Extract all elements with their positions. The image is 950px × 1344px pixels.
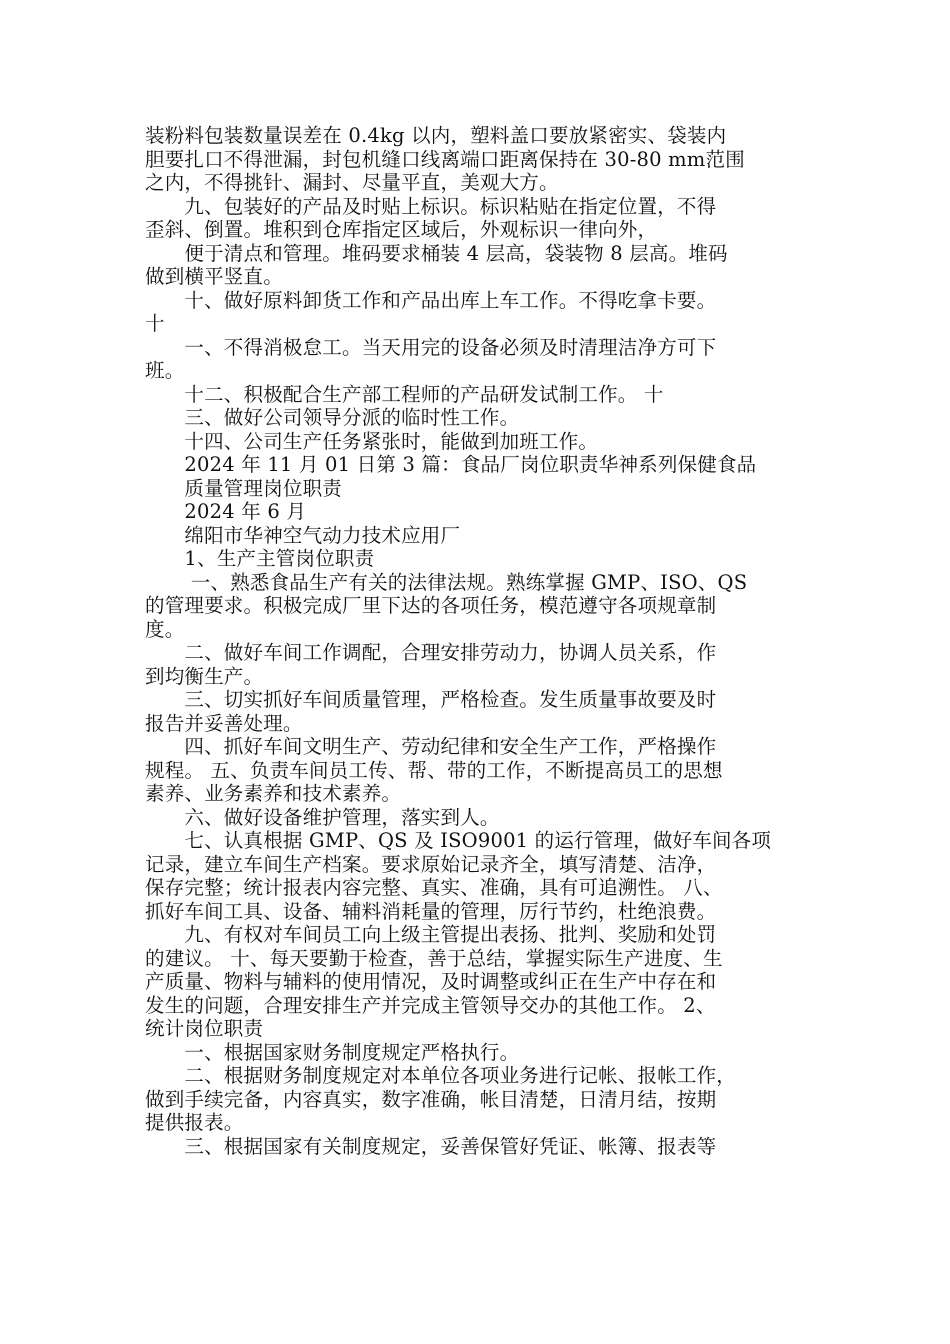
text-line: 九、有权对车间员工向上级主管提出表扬、批判、奖励和处罚 [145, 923, 717, 946]
text-line: 素养、业务素养和技术素养。 [145, 782, 402, 805]
document-body [145, 124, 810, 1158]
text-line: 班。 [145, 359, 185, 382]
text-line: 绵阳市华神空气动力技术应用厂 [145, 523, 461, 547]
text-line: 之内，不得挑针、漏封、尽量平直，美观大方。 [145, 171, 559, 194]
text-line: 十四、公司生产任务紧张时，能做到加班工作。 [145, 429, 599, 453]
text-line: 六、做好设备维护管理，落实到人。 [145, 805, 500, 829]
text-line: 保存完整；统计报表内容完整、真实、准确，具有可追溯性。 八、 [145, 876, 723, 899]
text-line: 一、根据国家财务制度规定严格执行。 [145, 1040, 520, 1064]
text-line: 装粉料包装数量误差在 0.4kg 以内，塑料盖口要放紧密实、袋装内 [145, 124, 727, 147]
text-line: 发生的问题，合理安排生产并完成主管领导交办的其他工作。 2、 [145, 993, 716, 1017]
text-line: 十 [145, 312, 165, 335]
text-line: 度。 [145, 617, 185, 641]
text-line: 歪斜、倒置。堆积到仓库指定区域后，外观标识一律向外， [145, 218, 658, 241]
text-line: 1、生产主管岗位职责 [145, 547, 375, 570]
text-line: 做到横平竖直。 [145, 265, 283, 288]
text-line: 便于清点和管理。堆码要求桶装 4 层高，袋装物 8 层高。堆码 [145, 241, 728, 265]
text-line: 九、包装好的产品及时贴上标识。标识粘贴在指定位置，不得 [145, 194, 717, 218]
text-line: 报告并妥善处理。 [145, 711, 303, 735]
text-line: 到均衡生产。 [145, 664, 264, 688]
text-line: 提供报表。 [145, 1111, 244, 1134]
text-line: 质量管理岗位职责 [145, 476, 343, 500]
text-line: 三、切实抓好车间质量管理，严格检查。发生质量事故要及时 [145, 688, 717, 711]
text-line: 2024 年 11 月 01 日第 3 篇：食品厂岗位职责华神系列保健食品 [145, 453, 757, 476]
text-line: 的建议。 十、每天要勤于检查，善于总结，掌握实际生产进度、生 [145, 946, 723, 970]
text-line: 的管理要求。积极完成厂里下达的各项任务，模范遵守各项规章制 [145, 594, 717, 617]
text-line: 一、不得消极怠工。当天用完的设备必须及时清理洁净方可下 [145, 335, 717, 359]
text-line: 做到手续完备，内容真实，数字准确，帐目清楚，日清月结，按期 [145, 1087, 717, 1111]
text-line: 抓好车间工具、设备、辅料消耗量的管理，厉行节约，杜绝浪费。 [145, 899, 717, 923]
text-line: 二、根据财务制度规定对本单位各项业务进行记帐、报帐工作， [145, 1064, 737, 1087]
text-line: 规程。 五、负责车间员工传、帮、带的工作，不断提高员工的思想 [145, 758, 723, 782]
text-line: 产质量、物料与辅料的使用情况，及时调整或纠正在生产中存在和 [145, 970, 717, 993]
text-line: 七、认真根据 GMP、QS 及 ISO9001 的运行管理，做好车间各项 [145, 829, 772, 852]
text-line: 记录，建立车间生产档案。要求原始记录齐全，填写清楚、洁净， [145, 852, 717, 876]
text-line: 四、抓好车间文明生产、劳动纪律和安全生产工作，严格操作 [145, 735, 717, 758]
text-line: 统计岗位职责 [145, 1017, 264, 1040]
text-line: 一、熟悉食品生产有关的法律法规。熟练掌握 GMP、ISO、QS [145, 570, 748, 594]
text-line: 胆要扎口不得泄漏，封包机缝口线离端口距离保持在 30-80 mm范围 [145, 147, 745, 171]
text-line: 2024 年 6 月 [145, 500, 307, 523]
text-line: 三、做好公司领导分派的临时性工作。 [145, 406, 520, 429]
text-line: 三、根据国家有关制度规定，妥善保管好凭证、帐簿、报表等 [145, 1134, 717, 1158]
text-line: 二、做好车间工作调配，合理安排劳动力，协调人员关系，作 [145, 641, 717, 664]
text-line: 十二、积极配合生产部工程师的产品研发试制工作。 十 [145, 382, 664, 406]
text-line: 十、做好原料卸货工作和产品出库上车工作。不得吃拿卡要。 [145, 288, 717, 312]
